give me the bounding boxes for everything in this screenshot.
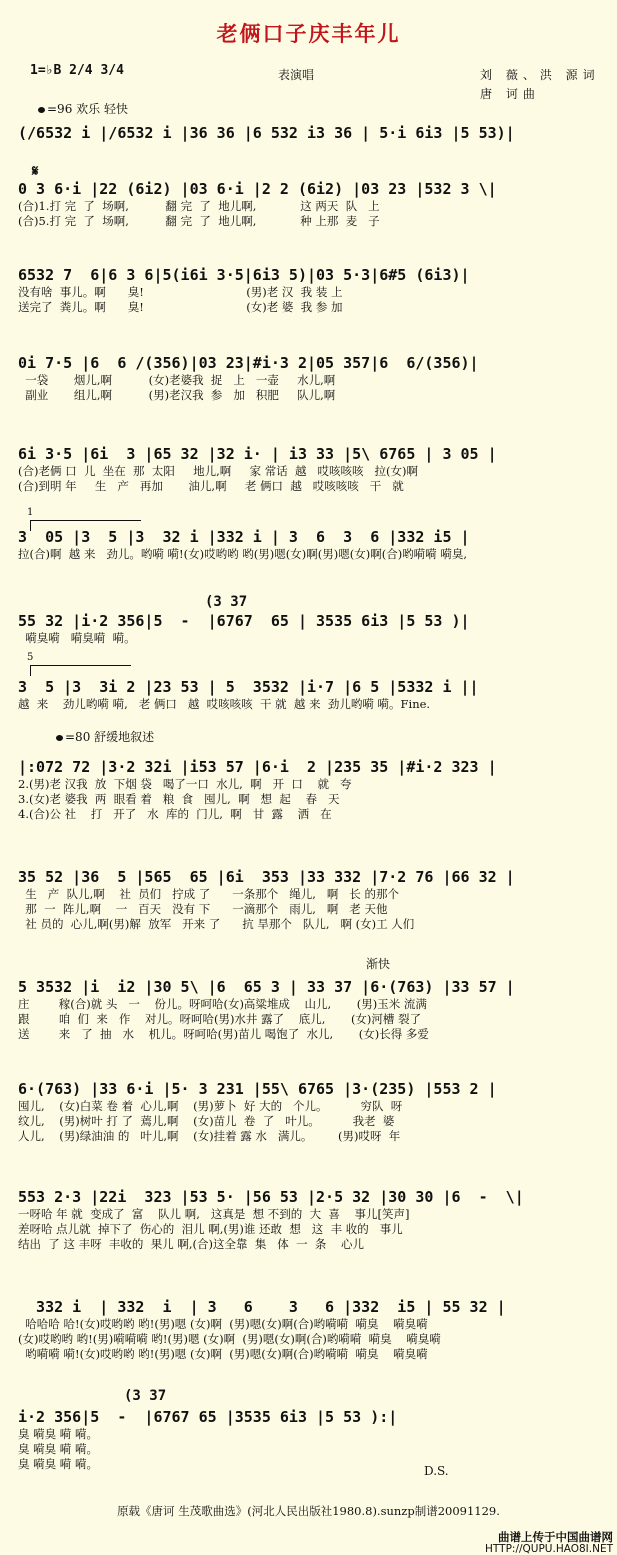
composer-credit: 唐 诃曲 xyxy=(480,87,540,101)
notation-line: 3 5 |3 3i 2 |23 53 | 5 3532 |i·7 |6 5 |5332 i || xyxy=(18,678,479,696)
notation-line: (/6532 i |/6532 i |36 36 |6 532 i3 36 | 5·i 6i3 |5 53)| xyxy=(18,124,515,142)
lyric-line-1: 2.(男)老 汉我 放 下烟 袋 喝了一口 水儿, 啊 开 口 就 夸 xyxy=(18,777,352,791)
lyric-line-1: 越 来 劲儿哟嗬 嗬, 老 俩口 越 哎咳咳咳 干 就 越 来 劲儿哟嗬 嗬。Fine. xyxy=(18,697,431,711)
lyric-line-3: 结出 了 这 丰呀 丰收的 果儿 啊,(合)这全靠 集 体 一 条 心儿 xyxy=(18,1237,365,1251)
system-1 xyxy=(0,124,617,143)
notation-line: i·2 356|5 - |6767 65 |3535 6i3 |5 53 ):| xyxy=(18,1408,398,1426)
lyric-line-2: 那 一 阵儿,啊 一 百天 没有 下 一滴那个 雨儿, 啊 老 天他 xyxy=(18,902,388,916)
watermark-line-2: HTTP://QUPU.HAO8I.NET xyxy=(485,1543,613,1555)
notation-line: |:072 72 |3·2 32i |i53 57 |6·i 2 |235 35 |#i·2 323 | xyxy=(18,758,497,776)
system-8 xyxy=(0,678,617,712)
system-14 xyxy=(0,1298,617,1362)
notation-line: 553 2·3 |22i 323 |53 5· |56 53 |2·5 32 |30 30 |6 - \| xyxy=(18,1188,524,1206)
system-7 xyxy=(0,612,617,646)
bracketed-notes: (3 37 xyxy=(205,594,248,610)
notation-line: 3 05 |3 5 |3 32 i |332 i | 3 6 3 6 |332 i5 | xyxy=(18,528,470,546)
key-signature: 1=♭B 2/4 3/4 xyxy=(30,63,124,78)
lyric-line-1: 庄 稼(合)就 头 一 份儿。呀呵哈(女)高粱堆成 山儿, (男)玉米 流满 xyxy=(18,997,427,1011)
lyric-line-2: (合)到明 年 生 产 再加 油儿,啊 老 俩口 越 哎咳咳咳 干 就 xyxy=(18,479,404,493)
lyric-line-1: 拉(合)啊 越 来 劲儿。哟嗬 嗬!(女)哎哟哟 哟(男)嗯(女)啊(男)嗯(女)啊(合)哟嗬嗬 嗬臭, xyxy=(18,547,467,561)
notation-line: 6·(763) |33 6·i |5· 3 231 |55\ 6765 |3·(235) |553 2 | xyxy=(18,1080,497,1098)
lyric-line-2: (女)哎哟哟 哟!(男)嗬嗬嗬 哟!(男)嗯 (女)啊 (男)嗯(女)啊(合)哟嗬嗬 嗬臭 嗬臭嗬 xyxy=(18,1332,441,1346)
segno-sign: 𝄋 xyxy=(32,162,39,180)
notation-line: 6532 7 6|6 3 6|5(i6i 3·5|6i3 5)|03 5·3|6#5 (6i3)| xyxy=(18,266,470,284)
lyric-line-2: 送完了 粪儿。啊 臭! (女)老 婆 我 参 加 xyxy=(18,300,343,314)
system-12 xyxy=(0,1080,617,1144)
lyric-line-2: 副业 组儿,啊 (男)老汉我 参 加 积肥 队儿,啊 xyxy=(18,388,336,402)
lyric-line-3: 送 来 了 抽 水 机儿。呀呵哈(男)苗儿 喝饱了 水儿, (女)长得 多爱 xyxy=(18,1027,429,1041)
system-5 xyxy=(0,445,617,494)
notation-line: 6i 3·5 |6i 3 |65 32 |32 i· | i3 33 |5\ 6765 | 3 05 | xyxy=(18,445,497,463)
lyric-line-3: 哟嗬嗬 嗬!(女)哎哟哟 哟!(男)嗯 (女)啊 (男)嗯(女)啊(合)哟嗬嗬 嗬臭 嗬臭嗬 xyxy=(18,1347,428,1361)
system-13 xyxy=(0,1188,617,1252)
lyric-line-1: (合)老俩 口 儿 坐在 那 太阳 地儿,啊 家 常话 越 哎咳咳咳 拉(女)啊 xyxy=(18,464,418,478)
notation-line: 35 52 |36 5 |565 65 |6i 353 |33 332 |7·2 76 |66 32 | xyxy=(18,868,515,886)
accelerando-marking: 渐快 xyxy=(366,957,391,971)
lyric-line-2: 差呀哈 点儿就 掉下了 伤心的 泪儿 啊,(男)谁 还敢 想 这 丰 收的 事儿 xyxy=(18,1222,403,1236)
volta-bracket-5: 5 xyxy=(30,665,131,676)
lyric-line-2: 跟 咱 们 来 作 对儿。呀呵哈(男)水井 露了 底儿, (女)河槽 裂了 xyxy=(18,1012,422,1026)
notation-line: 0i 7·5 |6 6 /(356)|03 23|#i·3 2|05 357|6 6/(356)| xyxy=(18,354,479,372)
lyric-line-3: 社 员的 心儿,啊(男)解 放军 开来 了 抗 旱那个 队儿, 啊 (女)工 人们 xyxy=(18,917,415,931)
performance-type: 表演唱 xyxy=(278,68,315,82)
site-watermark xyxy=(485,1532,613,1555)
tempo-marking-2: =80 舒缓地叙述 xyxy=(56,728,154,745)
notation-line: 5 3532 |i i2 |30 5\ |6 65 3 | 33 37 |6·(763) |33 57 | xyxy=(18,978,515,996)
quarter-note-icon xyxy=(56,735,63,741)
system-15 xyxy=(0,1408,617,1472)
lyric-line-1: 一袋 烟儿,啊 (女)老婆我 捉 上 一壶 水儿,啊 xyxy=(18,373,336,387)
lyricist-credit: 刘 薇、洪 源词 xyxy=(480,68,600,82)
system-9 xyxy=(0,758,617,822)
lyric-line-1: 生 产 队儿,啊 社 员们 拧成 了 一条那个 绳儿, 啊 长 的那个 xyxy=(18,887,399,901)
lyric-line-2: 臭 嗬臭 嗬 嗬。 xyxy=(18,1442,98,1456)
lyric-line-3: 4.(合)公 社 打 开了 水 库的 门儿, 啊 甘 露 洒 在 xyxy=(18,807,332,821)
lyric-line-2: 3.(女)老 婆我 两 眼看 着 粮 食 囤儿, 啊 想 起 春 天 xyxy=(18,792,340,806)
watermark-line-1: 曲谱上传于中国曲谱网 xyxy=(498,1530,613,1544)
system-11 xyxy=(0,978,617,1042)
lyric-line-1: 嗬臭嗬 嗬臭嗬 嗬。 xyxy=(18,631,136,645)
lyric-line-1: 囤儿, (女)白菜 卷 着 心儿,啊 (男)萝卜 好 大的 个儿。 穷队 呀 xyxy=(18,1099,403,1113)
tempo-marking-1: =96 欢乐 轻快 xyxy=(38,100,128,117)
lyric-line-1: 没有啥 事儿。啊 臭! (男)老 汉 我 装 上 xyxy=(18,285,343,299)
lyric-line-1: 一呀哈 年 就 变成了 富 队儿 啊, 这真是 想 不到的 大 喜 事儿[笑声] xyxy=(18,1207,410,1221)
lyric-line-1: 哈哈哈 哈!(女)哎哟哟 哟!(男)嗯 (女)啊 (男)嗯(女)啊(合)哟嗬嗬 嗬臭 嗬臭嗬 xyxy=(18,1317,428,1331)
system-3 xyxy=(0,266,617,315)
notation-line: 332 i | 332 i | 3 6 3 6 |332 i5 | 55 32 | xyxy=(18,1298,506,1316)
dal-segno-marking: D.S. xyxy=(424,1464,449,1478)
song-title: 老俩口子庆丰年儿 xyxy=(216,21,401,46)
system-4 xyxy=(0,354,617,403)
quarter-note-icon xyxy=(38,107,45,113)
lyric-line-3: 臭 嗬臭 嗬 嗬。 xyxy=(18,1457,98,1471)
source-footnote: 原载《唐诃 生茂歌曲选》(河北人民出版社1980.8).sunzp制谱20091129. xyxy=(117,1504,500,1518)
lyric-line-1: (合)1.打 完 了 场啊, 翻 完 了 地儿啊, 这 两天 队 上 xyxy=(18,199,380,213)
notation-line: 55 32 |i·2 356|5 - |6767 65 | 3535 6i3 |5 53 )| xyxy=(18,612,470,630)
bracketed-notes-2: (3 37 xyxy=(124,1388,167,1404)
lyric-line-1: 臭 嗬臭 嗬 嗬。 xyxy=(18,1427,98,1441)
system-10 xyxy=(0,868,617,932)
notation-line: 0 3 6·i |22 (6i2) |03 6·i |2 2 (6i2) |03 23 |532 3 \| xyxy=(18,180,497,198)
lyric-line-3: 人儿, (男)绿油油 的 叶儿,啊 (女)挂着 露 水 满儿。 (男)哎呀 年 xyxy=(18,1129,401,1143)
lyric-line-2: (合)5.打 完 了 场啊, 翻 完 了 地儿啊, 种 上那 麦 子 xyxy=(18,214,380,228)
system-2 xyxy=(0,180,617,229)
system-6 xyxy=(0,528,617,562)
volta-bracket-1: 1 xyxy=(30,520,141,531)
lyric-line-2: 纹儿, (男)树叶 打 了 蔫儿,啊 (女)苗儿 卷 了 叶儿。 我老 婆 xyxy=(18,1114,395,1128)
